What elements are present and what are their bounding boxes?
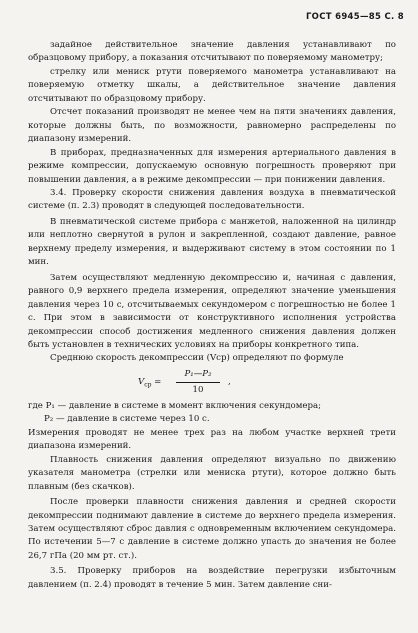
formula-denominator: 10 [192, 385, 204, 396]
paragraph: Измерения проводят не менее трех раз на любом участке верхней трети диапазона измерений. [28, 427, 396, 452]
paragraph: В пневматической системе прибора с манжетой, наложенной на цилиндр или неплотно свернутой в рулон и закрепленной, создают давление, равное верхнему пределу измерения, и выдерживают систему в этом состоянии по 1 мин. [28, 216, 396, 268]
paragraph: После проверки плавности снижения давления и средней скорости декомпрессии поднимают давление в системе до верхнего предела измерения. Затем осуществляют сброс давлия с одновременным включением секундомера. По истечении 5—7 с давление в системе должно упасть до значения не более 26,7 гПа (20 мм рт. ст.). [28, 497, 396, 561]
formula-lhs: $V_{ср}$ = [138, 376, 162, 389]
paragraph: Отсчет показаний производят не менее чем на пяти значениях давления, которые должны быть, по возможности, равномерно распределены по диапазону измерений. [28, 107, 396, 145]
formula-numerator: P₁—P₂ [176, 368, 220, 383]
page-header: ГОСТ 6945—85 С. 8 [305, 12, 404, 22]
where-line: где P₁ — давление в системе в момент включения секундомера; [28, 400, 321, 411]
formula-tail: , [228, 376, 231, 387]
formula-fraction [176, 368, 220, 398]
paragraph: стрелку или мениск ртути поверяемого манометра устанавливают на поверяемую отметку шкалы, а действительное значение давления отсчитывают по образцовому прибору. [28, 66, 396, 104]
paragraph: В приборах, предназначенных для измерения артериального давления в режиме компрессии, допускаемую основную погрешность проверяют при повышении давления, а в режиме декомпрессии — при понижении давления. [28, 147, 396, 185]
paragraph: Затем осуществляют медленную декомпрессию и, начиная с давления, равного 0,9 верхнего предела измерения, определяют значение уменьшения давления через 10 с, отсчитываемых секундомером с погрешностью не более 1 с. При этом в зависимости от конструктивного исполнения устройства декомпрессии способ достижения медленного снижения давления должен быть установлен в технических условиях на приборы конкретного типа. [28, 272, 396, 350]
section-3-5-heading: 3.5. Проверку приборов на воздействие перегрузки избыточным давлением (п. 2.4) проводят в течение 5 мин. Затем давление сни- [28, 566, 396, 590]
section-3-4-heading: 3.4. Проверку скорости снижения давления воздуха в пневматической системе (п. 2.3) проводят в следующей последовательности. [28, 187, 396, 212]
paragraph: Среднюю скорость декомпрессии (Vср) определяют по формуле [50, 353, 344, 364]
paragraph: Плавность снижения давления определяют визуально по движению указателя манометра (стрелки или мениска ртути), которое должно быть плавным (без скачков). [28, 454, 396, 492]
body-text [28, 39, 396, 592]
paragraph: задайное действительное значение давления устанавливают по образцовому прибору, а показания отсчитывают по поверяемому манометру; [28, 40, 396, 64]
formula [28, 366, 396, 400]
where-line: P₂ — давление в системе через 10 с. [44, 414, 210, 425]
